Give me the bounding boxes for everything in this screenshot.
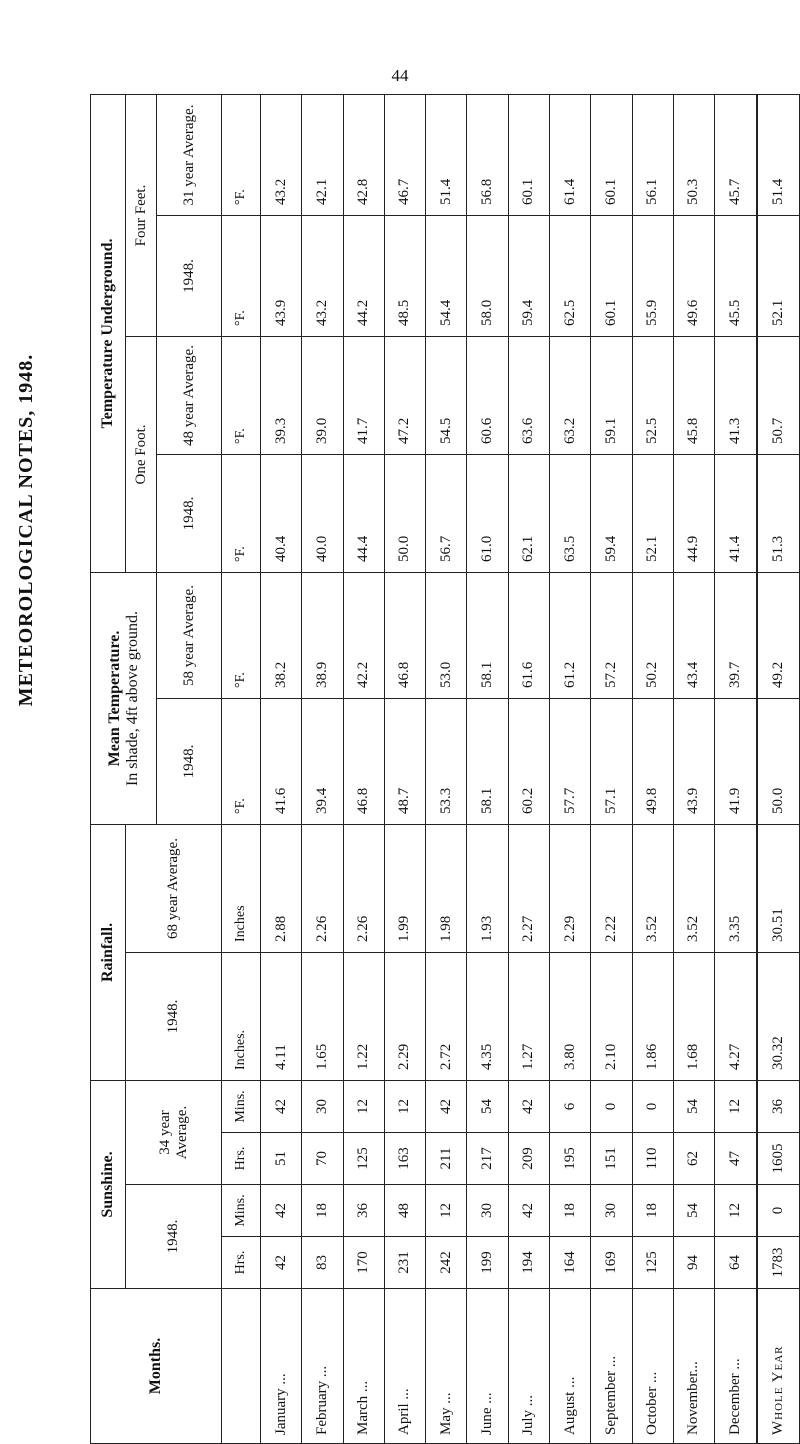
mean-temp-1948: 46.8 xyxy=(343,698,384,824)
mean-temp-average: 50.2 xyxy=(632,572,673,698)
sunshine-hours-1948: 194 xyxy=(508,1237,549,1289)
mean-temp-average: 42.2 xyxy=(343,572,384,698)
four-feet-1948: 55.9 xyxy=(632,215,673,336)
four-feet-average-header: 31 year Average. xyxy=(157,94,222,215)
page-title: METEOROLOGICAL NOTES, 1948. xyxy=(15,353,37,707)
one-foot-1948: 63.5 xyxy=(549,454,590,572)
underground-temperature-header: Temperature Underground. xyxy=(91,94,126,572)
four-feet-average: 61.4 xyxy=(549,94,590,215)
rainfall-average: 2.88 xyxy=(260,824,301,952)
sunshine-mins-average: 6 xyxy=(549,1080,590,1132)
mean-temp-average: 39.7 xyxy=(715,572,757,698)
sunshine-hours-1948: 231 xyxy=(384,1237,425,1289)
sunshine-mins-1948: 12 xyxy=(426,1185,467,1237)
mean-temp-1948: 49.8 xyxy=(632,698,673,824)
four-feet-average: 56.8 xyxy=(467,94,508,215)
month-row xyxy=(343,94,384,1443)
one-foot-1948: 61.0 xyxy=(467,454,508,572)
sunshine-mins-1948: 12 xyxy=(715,1185,757,1237)
month-row xyxy=(426,94,467,1443)
mean-temp-average: 43.4 xyxy=(673,572,714,698)
four-feet-1948: 60.1 xyxy=(591,215,632,336)
unit-fahrenheit: °F. xyxy=(222,572,261,698)
mean-temperature-header xyxy=(91,572,157,824)
sunshine-mins-average: 36 xyxy=(757,1080,800,1132)
sunshine-hours-1948: 125 xyxy=(632,1237,673,1289)
month-row xyxy=(467,94,508,1443)
one-foot-average: 39.3 xyxy=(260,336,301,454)
rainfall-1948: 1.86 xyxy=(632,952,673,1080)
month-label: Whole Year xyxy=(757,1289,800,1444)
sunshine-hours-average: 51 xyxy=(260,1133,301,1185)
month-row xyxy=(302,94,343,1443)
sunshine-mins-average: 12 xyxy=(715,1080,757,1132)
one-foot-1948: 41.4 xyxy=(715,454,757,572)
month-label: December ... xyxy=(715,1289,757,1444)
one-foot-average: 60.6 xyxy=(467,336,508,454)
rainfall-1948: 1.27 xyxy=(508,952,549,1080)
sunshine-mins-1948: 0 xyxy=(757,1185,800,1237)
sunshine-mins-average: 54 xyxy=(673,1080,714,1132)
rainfall-average: 3.52 xyxy=(673,824,714,952)
unit-inches: Inches. xyxy=(222,952,261,1080)
mean-temp-average: 61.6 xyxy=(508,572,549,698)
rainfall-average: 2.26 xyxy=(302,824,343,952)
one-foot-1948: 50.0 xyxy=(384,454,425,572)
sunshine-header: Sunshine. xyxy=(91,1080,126,1288)
meteorological-table xyxy=(90,94,800,1444)
sunshine-hours-average: 47 xyxy=(715,1133,757,1185)
unit-hrs: Hrs. xyxy=(222,1133,261,1185)
mean-temp-average: 53.0 xyxy=(426,572,467,698)
sunshine-mins-average: 0 xyxy=(632,1080,673,1132)
mean-temp-1948: 50.0 xyxy=(757,698,800,824)
rainfall-average: 2.27 xyxy=(508,824,549,952)
four-feet-average: 56.1 xyxy=(632,94,673,215)
sunshine-hours-1948: 83 xyxy=(302,1237,343,1289)
rainfall-average: 3.35 xyxy=(715,824,757,952)
month-label: June ... xyxy=(467,1289,508,1444)
mean-temp-average: 46.8 xyxy=(384,572,425,698)
mean-temperature-subtitle: In shade, 4ft above ground. xyxy=(123,610,141,787)
month-label: July ... xyxy=(508,1289,549,1444)
sunshine-hours-average: 110 xyxy=(632,1133,673,1185)
table-region xyxy=(90,95,800,1444)
whole-year-row xyxy=(757,94,800,1443)
four-feet-average: 42.1 xyxy=(302,94,343,215)
unit-mins: Mins. xyxy=(222,1185,261,1237)
month-label: May ... xyxy=(426,1289,467,1444)
rainfall-average: 30.51 xyxy=(757,824,800,952)
four-feet-1948: 59.4 xyxy=(508,215,549,336)
rainfall-average: 1.93 xyxy=(467,824,508,952)
rainfall-1948: 4.11 xyxy=(260,952,301,1080)
four-feet-average: 51.4 xyxy=(757,94,800,215)
rainfall-1948: 2.29 xyxy=(384,952,425,1080)
four-feet-1948: 45.5 xyxy=(715,215,757,336)
month-label: August ... xyxy=(549,1289,590,1444)
sunshine-mins-average: 0 xyxy=(591,1080,632,1132)
sunshine-mins-average: 12 xyxy=(384,1080,425,1132)
unit-fahrenheit: °F. xyxy=(222,94,261,215)
four-feet-average: 51.4 xyxy=(426,94,467,215)
one-foot-1948: 44.4 xyxy=(343,454,384,572)
one-foot-average-header: 48 year Average. xyxy=(157,336,222,454)
rainfall-header: Rainfall. xyxy=(91,824,126,1080)
four-feet-1948: 44.2 xyxy=(343,215,384,336)
four-feet-average: 60.1 xyxy=(591,94,632,215)
four-feet-average: 43.2 xyxy=(260,94,301,215)
sunshine-hours-average: 217 xyxy=(467,1133,508,1185)
four-feet-1948-header: 1948. xyxy=(157,215,222,336)
sunshine-hours-1948: 170 xyxy=(343,1237,384,1289)
one-foot-1948: 40.0 xyxy=(302,454,343,572)
months-header: Months. xyxy=(91,1289,222,1444)
one-foot-1948: 44.9 xyxy=(673,454,714,572)
month-label: October ... xyxy=(632,1289,673,1444)
unit-mins: Mins. xyxy=(222,1080,261,1132)
month-row xyxy=(549,94,590,1443)
one-foot-average: 63.6 xyxy=(508,336,549,454)
sunshine-hours-average: 1605 xyxy=(757,1133,800,1185)
table-body xyxy=(222,94,800,1443)
rainfall-1948: 4.27 xyxy=(715,952,757,1080)
rainfall-1948: 3.80 xyxy=(549,952,590,1080)
four-feet-average: 50.3 xyxy=(673,94,714,215)
sunshine-hours-1948: 42 xyxy=(260,1237,301,1289)
sunshine-hours-average: 151 xyxy=(591,1133,632,1185)
sunshine-mins-1948: 48 xyxy=(384,1185,425,1237)
mean-temp-1948: 48.7 xyxy=(384,698,425,824)
four-feet-1948: 48.5 xyxy=(384,215,425,336)
four-feet-average: 60.1 xyxy=(508,94,549,215)
one-foot-average: 50.7 xyxy=(757,336,800,454)
sunshine-mins-average: 12 xyxy=(343,1080,384,1132)
sunshine-mins-1948: 36 xyxy=(343,1185,384,1237)
rainfall-1948: 2.10 xyxy=(591,952,632,1080)
month-row xyxy=(508,94,549,1443)
sunshine-hours-1948: 64 xyxy=(715,1237,757,1289)
four-feet-1948: 49.6 xyxy=(673,215,714,336)
rainfall-average: 2.26 xyxy=(343,824,384,952)
four-feet-average: 46.7 xyxy=(384,94,425,215)
month-label: March ... xyxy=(343,1289,384,1444)
month-row xyxy=(673,94,714,1443)
sunshine-mins-average: 54 xyxy=(467,1080,508,1132)
mean-temp-1948: 41.6 xyxy=(260,698,301,824)
mean-temp-average: 38.9 xyxy=(302,572,343,698)
sunshine-mins-1948: 42 xyxy=(260,1185,301,1237)
sunshine-1948-header: 1948. xyxy=(126,1185,222,1289)
month-label: April ... xyxy=(384,1289,425,1444)
sunshine-hours-1948: 1783 xyxy=(757,1237,800,1289)
temperature-average-header: 58 year Average. xyxy=(157,572,222,698)
one-foot-average: 45.8 xyxy=(673,336,714,454)
units-row xyxy=(222,94,261,1443)
rainfall-average: 2.29 xyxy=(549,824,590,952)
mean-temp-1948: 53.3 xyxy=(426,698,467,824)
one-foot-average: 54.5 xyxy=(426,336,467,454)
sunshine-mins-1948: 18 xyxy=(302,1185,343,1237)
unit-fahrenheit: °F. xyxy=(222,215,261,336)
mean-temp-1948: 60.2 xyxy=(508,698,549,824)
rainfall-1948: 1.68 xyxy=(673,952,714,1080)
month-row xyxy=(715,94,757,1443)
sunshine-mins-1948: 42 xyxy=(508,1185,549,1237)
units-blank xyxy=(222,1289,261,1444)
four-feet-header: Four Feet. xyxy=(126,94,157,336)
sunshine-mins-1948: 30 xyxy=(591,1185,632,1237)
month-row xyxy=(384,94,425,1443)
one-foot-average: 52.5 xyxy=(632,336,673,454)
rainfall-1948: 4.35 xyxy=(467,952,508,1080)
mean-temperature-title: Mean Temperature. xyxy=(105,630,123,767)
mean-temp-1948: 58.1 xyxy=(467,698,508,824)
rainfall-1948: 2.72 xyxy=(426,952,467,1080)
four-feet-1948: 43.9 xyxy=(260,215,301,336)
mean-temp-average: 57.2 xyxy=(591,572,632,698)
temperature-1948-header: 1948. xyxy=(157,698,222,824)
one-foot-average: 63.2 xyxy=(549,336,590,454)
unit-fahrenheit: °F. xyxy=(222,336,261,454)
one-foot-1948-header: 1948. xyxy=(157,454,222,572)
one-foot-1948: 40.4 xyxy=(260,454,301,572)
month-label: January ... xyxy=(260,1289,301,1444)
sunshine-hours-1948: 199 xyxy=(467,1237,508,1289)
four-feet-average: 45.7 xyxy=(715,94,757,215)
four-feet-1948: 43.2 xyxy=(302,215,343,336)
sunshine-hours-1948: 94 xyxy=(673,1237,714,1289)
mean-temp-1948: 57.1 xyxy=(591,698,632,824)
one-foot-1948: 52.1 xyxy=(632,454,673,572)
month-label: November... xyxy=(673,1289,714,1444)
rainfall-average: 3.52 xyxy=(632,824,673,952)
sunshine-mins-average: 30 xyxy=(302,1080,343,1132)
one-foot-average: 41.7 xyxy=(343,336,384,454)
sunshine-hours-average: 125 xyxy=(343,1133,384,1185)
month-row xyxy=(591,94,632,1443)
four-feet-1948: 54.4 xyxy=(426,215,467,336)
sunshine-mins-average: 42 xyxy=(508,1080,549,1132)
month-label: September ... xyxy=(591,1289,632,1444)
sunshine-mins-1948: 18 xyxy=(632,1185,673,1237)
four-feet-1948: 52.1 xyxy=(757,215,800,336)
mean-temp-1948: 57.7 xyxy=(549,698,590,824)
sunshine-hours-1948: 242 xyxy=(426,1237,467,1289)
rainfall-average: 1.99 xyxy=(384,824,425,952)
rainfall-1948: 1.65 xyxy=(302,952,343,1080)
sunshine-hours-average: 211 xyxy=(426,1133,467,1185)
four-feet-average: 42.8 xyxy=(343,94,384,215)
sunshine-mins-1948: 18 xyxy=(549,1185,590,1237)
sunshine-mins-average: 42 xyxy=(426,1080,467,1132)
sunshine-hours-average: 163 xyxy=(384,1133,425,1185)
one-foot-1948: 56.7 xyxy=(426,454,467,572)
one-foot-average: 41.3 xyxy=(715,336,757,454)
sunshine-hours-average: 62 xyxy=(673,1133,714,1185)
one-foot-average: 47.2 xyxy=(384,336,425,454)
sunshine-hours-average: 70 xyxy=(302,1133,343,1185)
sunshine-hours-average: 209 xyxy=(508,1133,549,1185)
unit-fahrenheit: °F. xyxy=(222,454,261,572)
rainfall-1948: 30.32 xyxy=(757,952,800,1080)
mean-temp-average: 58.1 xyxy=(467,572,508,698)
mean-temp-1948: 39.4 xyxy=(302,698,343,824)
unit-hrs: Hrs. xyxy=(222,1237,261,1289)
sunshine-mins-average: 42 xyxy=(260,1080,301,1132)
one-foot-header: One Foot. xyxy=(126,336,157,572)
sunshine-average-header: 34 year Average. xyxy=(126,1080,222,1184)
sunshine-hours-1948: 169 xyxy=(591,1237,632,1289)
rotated-table-stage xyxy=(90,95,800,1444)
month-label: February ... xyxy=(302,1289,343,1444)
mean-temp-1948: 41.9 xyxy=(715,698,757,824)
mean-temp-average: 49.2 xyxy=(757,572,800,698)
rainfall-average-header: 68 year Average. xyxy=(126,824,222,952)
mean-temp-average: 38.2 xyxy=(260,572,301,698)
sunshine-hours-1948: 164 xyxy=(549,1237,590,1289)
mean-temp-1948: 43.9 xyxy=(673,698,714,824)
rainfall-average: 2.22 xyxy=(591,824,632,952)
sunshine-hours-average: 195 xyxy=(549,1133,590,1185)
rainfall-1948: 1.22 xyxy=(343,952,384,1080)
rainfall-average: 1.98 xyxy=(426,824,467,952)
sunshine-mins-1948: 30 xyxy=(467,1185,508,1237)
unit-fahrenheit: °F. xyxy=(222,698,261,824)
one-foot-1948: 59.4 xyxy=(591,454,632,572)
month-row xyxy=(260,94,301,1443)
one-foot-average: 39.0 xyxy=(302,336,343,454)
one-foot-1948: 62.1 xyxy=(508,454,549,572)
one-foot-1948: 51.3 xyxy=(757,454,800,572)
four-feet-1948: 62.5 xyxy=(549,215,590,336)
mean-temp-average: 61.2 xyxy=(549,572,590,698)
four-feet-1948: 58.0 xyxy=(467,215,508,336)
unit-inches: Inches xyxy=(222,824,261,952)
sunshine-mins-1948: 54 xyxy=(673,1185,714,1237)
page-number: 44 xyxy=(391,66,409,85)
one-foot-average: 59.1 xyxy=(591,336,632,454)
month-row xyxy=(632,94,673,1443)
rainfall-1948-header: 1948. xyxy=(126,952,222,1080)
